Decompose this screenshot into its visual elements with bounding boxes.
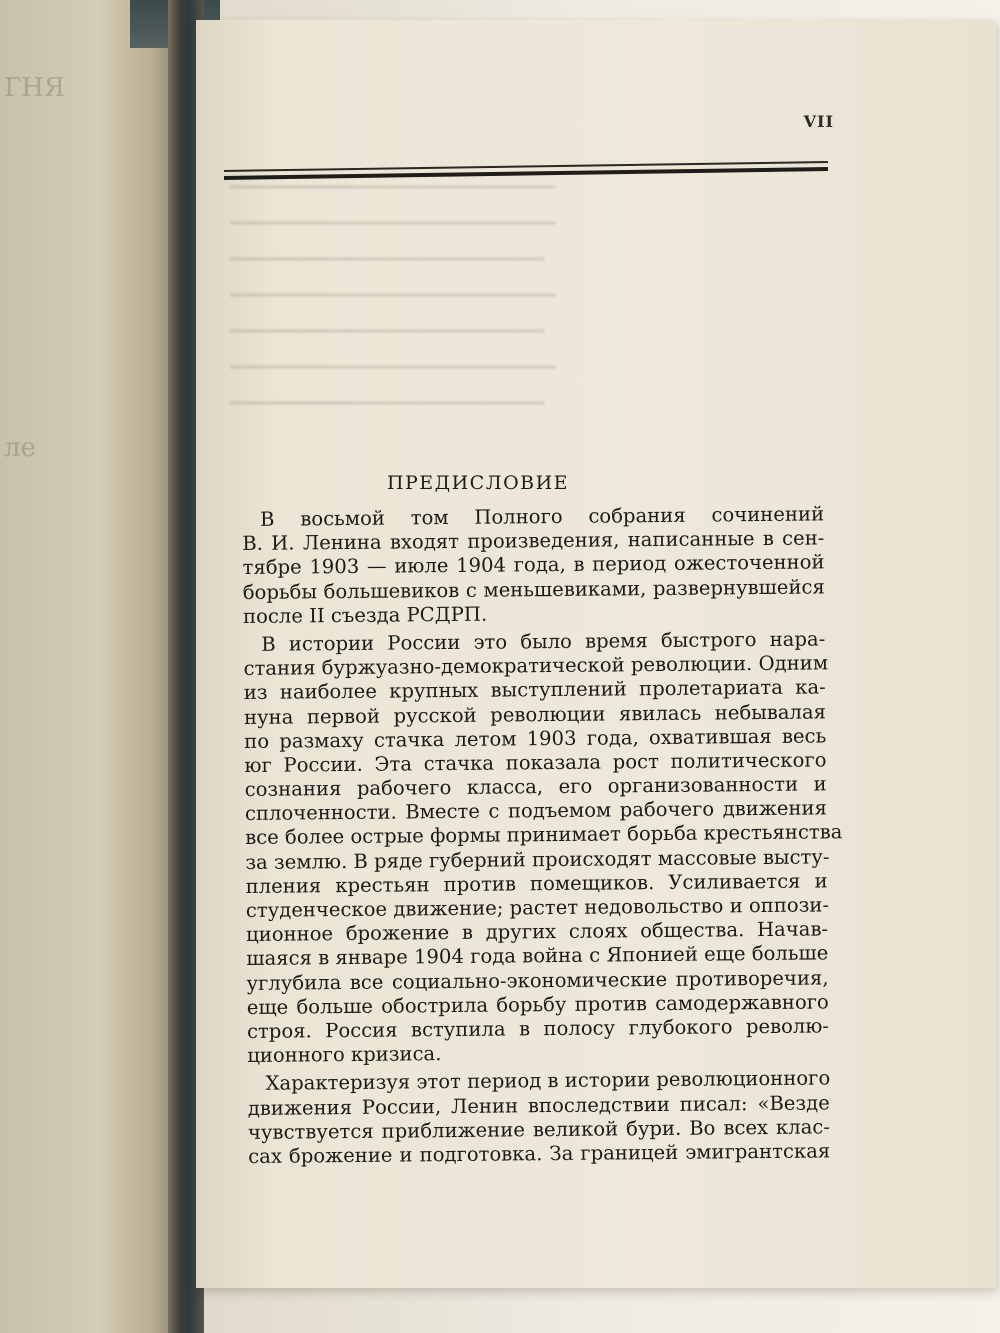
text-line: нуна первой русской революции явилась небывалая [243, 699, 827, 729]
text-line: ционное брожение в других слоях общества. Начав- [245, 917, 829, 947]
text-line: студенческое движение; растет недовольство и оппози- [245, 893, 830, 922]
text-line: движения России, Ленин впоследствии писал: «Везде [247, 1090, 830, 1120]
text-line: стания буржуазно-демократической революции. Одним [243, 651, 829, 681]
text-line: сах брожение и подготовка. За границей эмигрантская [248, 1139, 831, 1168]
text-line: борьбы большевиков с меньшевиками, развернувшейся [242, 574, 825, 604]
text-line: пления крестьян против помещиков. Усиливается и [245, 869, 828, 898]
text-line: юг России. Эта стачка показала рост политического [244, 748, 827, 777]
left-page-edge [0, 0, 180, 1333]
text-line: тябре 1903 — июле 1904 года, в период ожесточенной [242, 550, 825, 580]
text-line: строя. Россия вступила в полосу глубокого револю- [246, 1014, 830, 1043]
text-line: все более острые формы принимает борьба крестьянства [245, 820, 843, 850]
text-line: после II съезда РСДРП. [242, 602, 488, 628]
text-line: сплоченности. Вместе с подъемом рабочего движения [244, 796, 828, 826]
left-page-show-through: ГНЯ ле [4, 73, 65, 463]
section-heading: ПРЕДИСЛОВИЕ [386, 472, 570, 494]
book-page [196, 20, 996, 1288]
body-text [242, 502, 843, 1169]
text-line: Характеризуя этот период в истории революционного [265, 1066, 831, 1096]
text-line: В истории России это было время быстрого нара- [261, 627, 826, 656]
page-number: VII [803, 112, 834, 131]
text-line: В восьмой том Полного собрания сочинений [259, 502, 825, 531]
show-through-text: ━━━━━━━━━━━━━━━━━━━━━━━━━━━━━━ ━━━━━━━━━━━━━━━━━━━━━━━━━━━━━━ ━━━━━━━━━━━━━━━━━━━━━━━━━━━━━ ━━━━━━━━━━━━━━━━━━━━━━━━━━━━━━ ━━━━━━━━━━━━━━━━━━━━━━━━━━━━━ ━━━━━━━━━━━━━━━━━━━━━━━━━━━━━━ ━━━━━━━━━━━━━━━━━━━━━━━━━━━━━ [230, 177, 556, 414]
text-line: еще больше обострила борьбу против самодержавного [246, 990, 829, 1019]
text-line: шаяся в январе 1904 года война с Японией еще больше [246, 941, 829, 971]
text-line: из наиболее крупных выступлений пролетариата ка- [243, 675, 826, 705]
text-line: В. И. Ленина входят произведения, написанные в сен- [242, 526, 825, 556]
text-line: ционного кризиса. [247, 1042, 442, 1068]
text-line: по размаху стачка летом 1903 года, охватившая весь [244, 724, 827, 753]
text-line: углубила все социально-экономические противоречия, [246, 965, 829, 995]
text-line: за землю. В ряде губерний происходят массовые высту- [245, 845, 830, 874]
text-line: чувствуется приближение великой бури. Во всех клас- [247, 1115, 831, 1144]
text-line: сознания рабочего класса, его организованности и [244, 772, 827, 802]
